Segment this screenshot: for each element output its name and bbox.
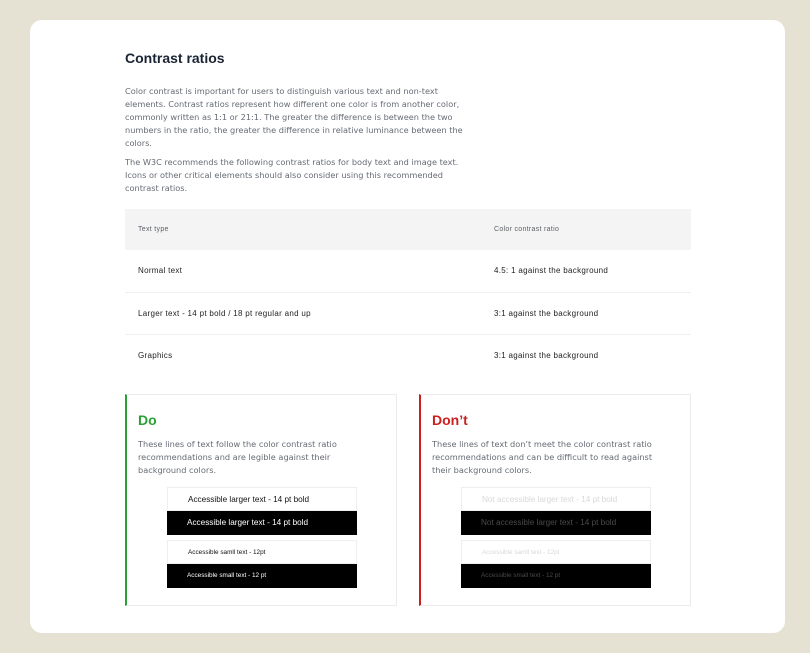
- table-row: [125, 334, 691, 376]
- table-row: [125, 292, 691, 334]
- sample-large-light: Not accessible larger text - 14 pt bold: [461, 487, 651, 511]
- sample-small-light: Accessible samll text - 12pt: [461, 540, 651, 564]
- cell-contrast-ratio: 4.5: 1 against the background: [481, 250, 691, 292]
- table-row: [125, 250, 691, 292]
- dont-description: These lines of text don’t meet the color contrast ratio recommendations and can be difficult to read against their background colors.: [432, 439, 653, 475]
- do-description: These lines of text follow the color contrast ratio recommendations and are legible against their background colors.: [138, 439, 337, 475]
- sample-large-dark: Not accessible larger text - 14 pt bold: [461, 511, 651, 535]
- dont-title: Don’t: [432, 412, 468, 428]
- do-dont-panels: [125, 394, 691, 606]
- cell-text-type: Normal text: [125, 250, 481, 292]
- dont-samples: [461, 487, 651, 588]
- sample-large-dark: Accessible larger text - 14 pt bold: [167, 511, 357, 535]
- dont-panel: [419, 394, 691, 606]
- sample-small-dark: Accessible small text - 12 pt: [461, 564, 651, 588]
- main-content: [125, 50, 691, 376]
- content-card: [30, 20, 785, 633]
- cell-contrast-ratio: 3:1 against the background: [481, 292, 691, 334]
- sample-large-light: Accessible larger text - 14 pt bold: [167, 487, 357, 511]
- intro-paragraph: Color contrast is important for users to distinguish various text and non-text elements. Contrast ratios represent how different one color is from another color, commonly written as 1:1 or 21:1. The greater the difference is between the two numbers in the ratio, the greater the difference in relative luminance between the colors.: [125, 86, 463, 148]
- cell-text-type: Graphics: [138, 350, 173, 360]
- page-title: Contrast ratios: [125, 50, 225, 66]
- cell-contrast-ratio: 3:1 against the background: [494, 350, 599, 360]
- sample-small-dark: Accessible small text - 12 pt: [167, 564, 357, 588]
- recommendation-paragraph: The W3C recommends the following contrast ratios for body text and image text. Icons or other critical elements should also consider using this recommended contrast ratios.: [125, 157, 459, 193]
- do-samples: [167, 487, 357, 588]
- cell-text-type: Larger text - 14 pt bold / 18 pt regular and up: [125, 292, 481, 334]
- sample-small-light: Accessible samll text - 12pt: [167, 540, 357, 564]
- contrast-ratio-table: [125, 209, 691, 376]
- do-title: Do: [138, 412, 157, 428]
- column-header-contrast-ratio: Color contrast ratio: [481, 209, 691, 250]
- do-panel: [125, 394, 397, 606]
- table-header-row: [125, 209, 691, 250]
- column-header-text-type: Text type: [125, 209, 481, 250]
